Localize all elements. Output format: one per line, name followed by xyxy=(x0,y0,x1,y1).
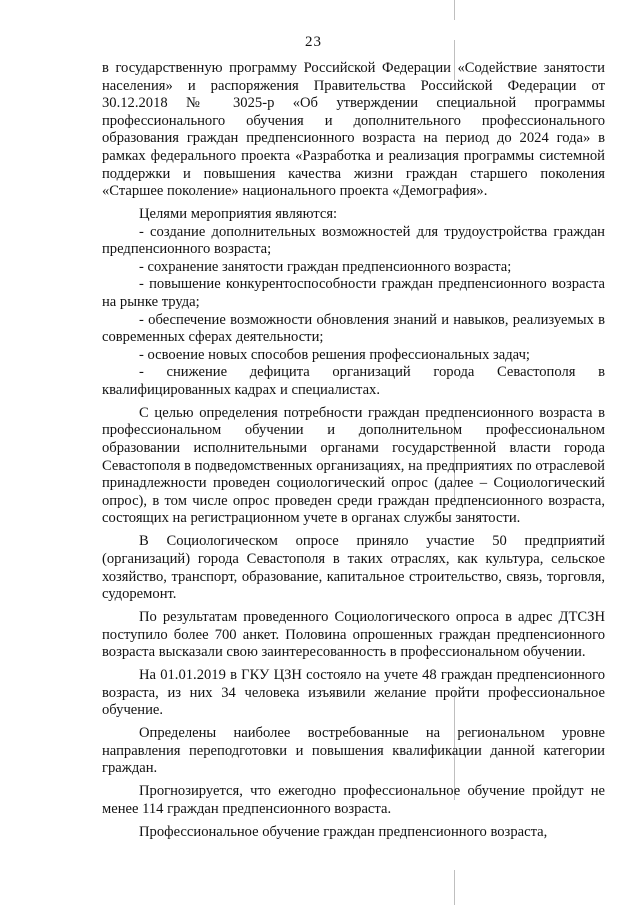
paragraph-forecast: Прогнозируется, что ежегодно профессиональное обучение пройдут не менее 114 граждан предпенсионного возраста. xyxy=(102,783,605,817)
list-item-goal: - повышение конкурентоспособности граждан предпенсионного возраста на рынке труда; xyxy=(102,276,605,311)
document-body xyxy=(102,60,605,841)
paragraph-program-continuation: в государственную программу Российской Федерации «Содействие занятости населения» и распоряжения Правительства Российской Федерации от 30.12.2018 № 3025-р «Об утверждении специальной программы профессионального обучения и дополнительного профессионального образования граждан предпенсионного возраста на период до 2024 года» в рамках федерального проекта «Разработка и реализация программы системной поддержки и повышения качества жизни граждан старшего поколения «Старшее поколение» национального проекта «Демография». xyxy=(102,60,605,200)
paragraph-registered-citizens: На 01.01.2019 в ГКУ ЦЗН состояло на учете 48 граждан предпенсионного возраста, из них 34 человека изъявили желание пройти профессиональное обучение. xyxy=(102,667,605,719)
list-item-goal: - обеспечение возможности обновления знаний и навыков, реализуемых в современных сферах деятельности; xyxy=(102,311,605,346)
page-number: 23 xyxy=(305,34,322,50)
list-item-goal: - сохранение занятости граждан предпенсионного возраста; xyxy=(139,258,512,275)
paragraph-survey-purpose: С целью определения потребности граждан предпенсионного возраста в профессиональном обучении и дополнительном профессиональном образовании исполнительными органами государственной власти города Севастополя в подведомственных организациях, на предприятиях по отраслевой принадлежности проведен социологический опрос (далее – Социологический опрос), в том числе опрос проведен среди граждан предпенсионного возраста, состоящих на регистрационном учете в органах службы занятости. xyxy=(102,404,605,527)
scan-artifact-line xyxy=(454,0,455,20)
list-item-goal: - освоение новых способов решения профессиональных задач; xyxy=(139,346,530,363)
paragraph-survey-results: По результатам проведенного Социологического опроса в адрес ДТСЗН поступило более 700 анкет. Половина опрошенных граждан предпенсионного возраста высказали свою заинтересованность в профессиональном обучении. xyxy=(102,609,605,661)
paragraph-survey-participants: В Социологическом опросе приняло участие 50 предприятий (организаций) города Севастополя в таких отраслях, как культура, сельское хозяйство, транспорт, образование, капитальное строительство, связь, торговля, судоремонт. xyxy=(102,533,605,603)
paragraph-training-continued: Профессиональное обучение граждан предпенсионного возраста, xyxy=(139,823,548,840)
paragraph-goals-intro: Целями мероприятия являются: xyxy=(139,206,338,223)
scan-artifact-line xyxy=(454,870,455,905)
list-item-goal: - снижение дефицита организаций города Севастополя в квалифицированных кадрах и специалистах. xyxy=(102,364,605,398)
list-item-goal: - создание дополнительных возможностей для трудоустройства граждан предпенсионного возраста; xyxy=(102,223,605,258)
paragraph-training-directions: Определены наиболее востребованные на региональном уровне направления переподготовки и повышения квалификации данной категории граждан. xyxy=(102,725,605,777)
